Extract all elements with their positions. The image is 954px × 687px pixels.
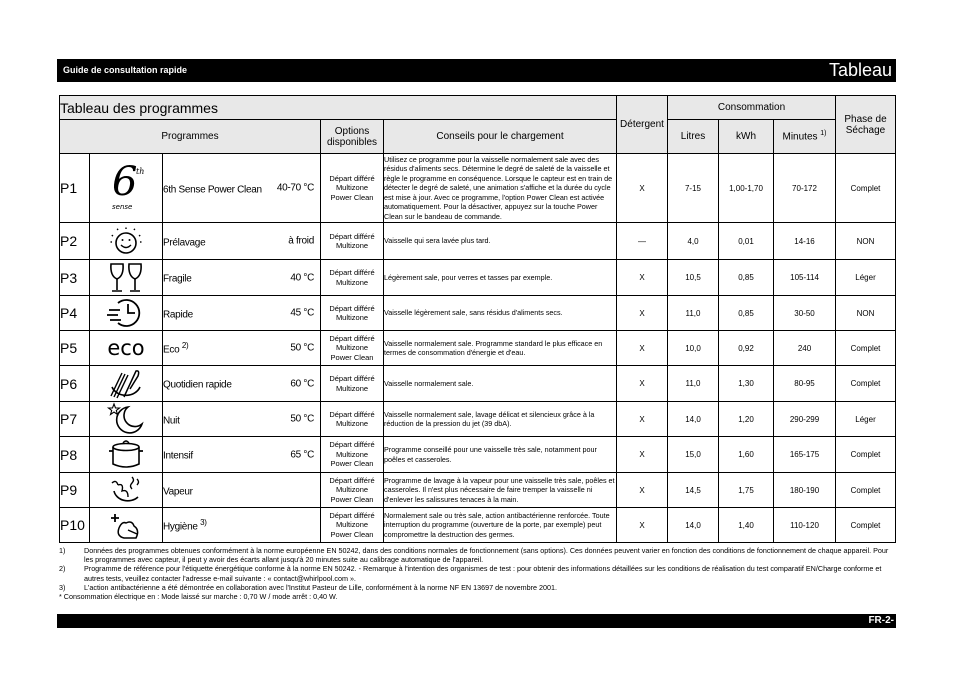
header-right: Tableau [828,60,892,80]
program-name: Intensif [163,450,193,462]
option-item: Départ différé [329,231,375,241]
program-icon-cell [90,331,163,366]
program-temp: 40-70 °C [276,182,314,194]
program-id: P1 [60,154,90,223]
prelavage-icon [90,226,162,256]
program-sechage: Complet [836,154,896,223]
program-tips: Vaisselle légèrement sale, sans résidus d'aliments secs. [384,296,617,331]
program-options [321,260,384,296]
program-id: P7 [60,402,90,437]
program-name: Rapide [163,309,193,321]
program-kwh: 1,00-1,70 [719,154,774,223]
program-minutes: 105-114 [774,260,836,296]
col-consommation: Consommation [668,96,836,120]
header-bar [57,59,896,82]
option-item: Multizone [335,183,369,193]
program-icon-cell [90,223,163,260]
program-id: P2 [60,223,90,260]
footnote-1: 1) Données des programmes obtenues conformément à la norme européenne EN 50242, dans des conditions normales de fonctionnement (sans options). Ces données peuvent varier en fonction des conditions de fonctionnement de chaque appareil. Pour les programmes avec capteur, il peut y avoir des écarts allant jusqu'à 20 minutes suite au calibrage automatique de l'appareil. [59,546,889,565]
table-row [60,331,896,366]
moon-icon [90,402,162,436]
program-litres: 15,0 [668,437,719,473]
footnote-2: 2) Programme de référence pour l'étiquette énergétique conforme à la norme EN 50242. - Remarque à l'intention des organismes de test : pour obtenir des informations détaillées sur les conditions de réalisation du test comparatif EN/Charge conforme et autres tests, veuillez contacter l'adresse e-mail suivante : « contact@whirlpool.com ». [59,564,882,583]
program-detergent: X [617,473,668,508]
col-litres: Litres [668,120,719,154]
option-item: Multizone [335,419,369,428]
program-temp: 40 °C [290,272,314,283]
option-item: Départ différé [329,409,375,419]
option-item: Multizone [335,383,369,393]
col-detergent: Détergent [617,96,668,154]
program-litres: 10,5 [668,260,719,296]
program-name: Eco [163,344,180,356]
program-options [321,296,384,331]
program-options [321,437,384,473]
program-icon-cell [90,260,163,296]
program-options [321,508,384,543]
option-item: Power Clean [330,494,374,504]
program-kwh: 1,60 [719,437,774,473]
program-litres: 11,0 [668,296,719,331]
option-item: Power Clean [330,529,374,539]
program-litres: 14,0 [668,508,719,543]
table-row [60,260,896,296]
program-kwh: 1,75 [719,473,774,508]
program-minutes: 180-190 [774,473,836,508]
program-temp: 45 °C [290,307,314,319]
program-sechage: Complet [836,508,896,543]
option-item: Départ différé [329,510,375,520]
program-name-sup: 3) [200,517,207,527]
table-row [60,223,896,260]
program-detergent: X [617,437,668,473]
program-options [321,402,384,437]
program-icon-cell [90,296,163,331]
program-id: P4 [60,296,90,331]
option-item: Départ différé [329,173,375,183]
col-minutes-sup: 1) [820,130,827,138]
wine-glasses-icon [90,262,162,294]
pot-icon [90,438,162,472]
option-item: Départ différé [329,303,375,313]
program-kwh: 1,40 [719,508,774,543]
program-detergent: X [617,260,668,296]
program-name-cell [163,154,321,223]
program-detergent: X [617,402,668,437]
program-minutes: 30-50 [774,296,836,331]
program-litres: 14,0 [668,402,719,437]
program-litres: 14,5 [668,473,719,508]
program-litres: 4,0 [668,223,719,260]
program-icon-cell [90,366,163,402]
program-tips: Normalement sale ou très sale, action antibactérienne renforcée. Toute interruption du programme (ouverture de la porte, par exemple) peut compromettre la destruction des germes. [384,508,617,543]
program-litres: 10,0 [668,331,719,366]
program-name-cell [163,296,321,331]
program-detergent: X [617,366,668,402]
option-item: Power Clean [330,352,374,362]
program-kwh: 0,01 [719,223,774,260]
program-sechage: Léger [836,260,896,296]
option-item: Multizone [335,313,369,322]
program-sechage: Complet [836,437,896,473]
6th-sense-icon: 6 th sense [112,159,145,211]
program-name: Quotidien rapide [163,379,232,391]
program-options [321,154,384,223]
program-id: P6 [60,366,90,402]
program-temp: 50 °C [290,413,314,425]
option-item: Power Clean [330,192,374,202]
option-item: Départ différé [329,440,375,450]
table-row [60,437,896,473]
program-sechage: NON [836,223,896,260]
program-tips: Programme de lavage à la vapeur pour une vaisselle très sale, poêles et casseroles. Il n'est plus nécessaire de faire tremper la vaisselle ni d'enlever les salissures tenaces à la main. [384,473,617,508]
table-row [60,366,896,402]
steam-icon [90,473,162,507]
footnotes [59,546,895,601]
footnote-3: 3) L'action antibactérienne a été démontrée en collaboration avec l'Institut Pasteur de Lille, conformément à la norme NF EN 13697 de novembre 2001. [59,582,558,592]
program-name-cell [163,331,321,366]
program-minutes: 240 [774,331,836,366]
program-tips: Vaisselle normalement sale. [384,366,617,402]
program-icon-cell [90,154,163,223]
table-row [60,154,896,223]
hygiene-icon [90,508,162,542]
program-sechage: Complet [836,473,896,508]
program-name-cell [163,402,321,437]
col-sechage: Phase de Séchage [836,96,896,154]
program-litres: 7-15 [668,154,719,223]
program-temp: 65 °C [290,449,314,460]
program-sechage: NON [836,296,896,331]
col-minutes [774,120,836,154]
program-name-sup: 2) [181,340,189,350]
program-name-cell [163,260,321,296]
rapide-clock-icon [90,297,162,329]
program-minutes: 14-16 [774,223,836,260]
option-item: Multizone [335,277,369,287]
program-kwh: 0,85 [719,260,774,296]
program-options [321,223,384,260]
program-name: Prélavage [163,237,206,249]
table-row [60,296,896,331]
program-table [59,95,896,543]
program-detergent: — [617,223,668,260]
table-row [60,473,896,508]
cutlery-icon [90,367,162,401]
option-item: Multizone [335,485,369,495]
program-minutes: 290-299 [774,402,836,437]
program-tips: Programme conseillé pour une vaisselle très sale, notamment pour poêles et casseroles. [384,437,617,473]
program-tips: Vaisselle qui sera lavée plus tard. [384,223,617,260]
program-detergent: X [617,154,668,223]
program-options [321,366,384,402]
program-detergent: X [617,508,668,543]
footer-bar [57,614,896,628]
program-options [321,473,384,508]
program-minutes: 80-95 [774,366,836,402]
program-options [321,331,384,366]
option-item: Départ différé [329,333,375,343]
program-tips: Utilisez ce programme pour la vaisselle normalement sale avec des résidus d'aliments secs. Détermine le degré de saleté de la vaisselle et règle le programme en conséquence. Lorsque le capteur est en train de détecter le degré de saleté, une animation s'affiche et la durée du cycle est mise à jour. Avec ce programme, l'option Power Clean est activée automatiquement. Pour la désactiver, appuyez sur la touche Power Clean sur le bandeau de commande. [384,154,617,223]
program-minutes: 70-172 [774,154,836,223]
program-kwh: 0,85 [719,296,774,331]
program-name-cell [163,473,321,508]
option-item: Power Clean [330,459,374,469]
col-programmes: Programmes [60,120,321,154]
option-item: Départ différé [329,268,375,277]
program-icon-cell [90,473,163,508]
option-item: Départ différé [329,475,375,485]
option-item: Multizone [335,343,369,353]
program-id: P5 [60,331,90,366]
program-tips: Vaisselle normalement sale. Programme standard le plus efficace en termes de consommation d'énergie et d'eau. [384,331,617,366]
program-id: P9 [60,473,90,508]
col-kwh: kWh [719,120,774,154]
program-name: Hygiène [163,521,198,533]
program-minutes: 110-120 [774,508,836,543]
consumption-note: * Consommation électrique en : Mode laissé sur marche : 0,70 W / mode arrêt : 0,40 W. [59,592,338,602]
program-name: Vapeur [163,486,193,498]
program-icon-cell [90,508,163,543]
program-sechage: Léger [836,402,896,437]
program-sechage: Complet [836,366,896,402]
col-minutes-label: Minutes [782,131,818,143]
option-item: Départ différé [329,374,375,383]
col-options: Options disponibles [321,120,384,154]
program-kwh: 0,92 [719,331,774,366]
option-item: Multizone [335,449,369,459]
program-kwh: 1,30 [719,366,774,402]
program-kwh: 1,20 [719,402,774,437]
program-name: Nuit [163,415,180,427]
col-conseils: Conseils pour le chargement [384,120,617,154]
program-temp: 60 °C [290,378,314,389]
program-id: P3 [60,260,90,296]
program-icon-cell [90,402,163,437]
program-name-cell [163,223,321,260]
program-litres: 11,0 [668,366,719,402]
program-detergent: X [617,331,668,366]
program-name-cell [163,437,321,473]
program-id: P8 [60,437,90,473]
table-row [60,508,896,543]
table-row [60,402,896,437]
program-name: 6th Sense Power Clean [163,184,262,196]
program-tips: Vaisselle normalement sale, lavage délicat et silencieux grâce à la réduction de la pression du jet (39 dbA). [384,402,617,437]
program-name-cell [163,366,321,402]
option-item: Multizone [335,241,369,250]
program-name-cell [163,508,321,543]
program-id: P10 [60,508,90,543]
program-temp: à froid [288,235,314,247]
page-number: FR-2- [868,615,894,626]
program-tips: Légèrement sale, pour verres et tasses par exemple. [384,260,617,296]
eco-icon: eco [107,336,145,360]
program-detergent: X [617,296,668,331]
option-item: Multizone [335,520,369,530]
program-minutes: 165-175 [774,437,836,473]
header-left: Guide de consultation rapide [63,65,188,75]
program-sechage: Complet [836,331,896,366]
table-title: Tableau des programmes [60,96,617,120]
program-name: Fragile [163,273,192,285]
program-icon-cell [90,437,163,473]
program-temp: 50 °C [290,342,314,354]
